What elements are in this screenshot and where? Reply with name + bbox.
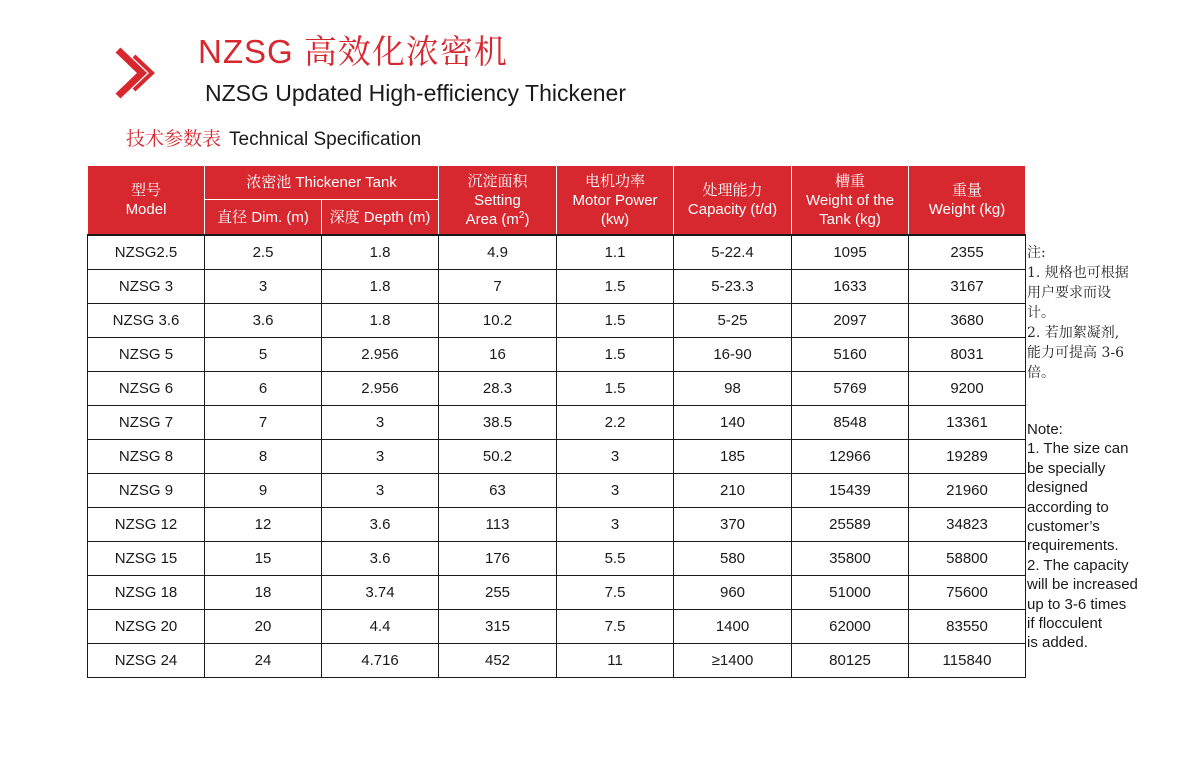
table-row bbox=[88, 304, 1026, 338]
cell-dim: 18 bbox=[205, 576, 322, 610]
note-cn-line: 用户要求而设 bbox=[1027, 285, 1111, 301]
header-weight-en: Weight (kg) bbox=[928, 201, 1006, 218]
cell-capacity: 5-22.4 bbox=[674, 235, 792, 270]
note-en-line: customer’s bbox=[1027, 518, 1100, 536]
cell-area: 315 bbox=[439, 610, 557, 644]
cell-model: NZSG2.5 bbox=[88, 235, 205, 270]
cell-capacity: 580 bbox=[674, 542, 792, 576]
header-motor-en: Motor Power bbox=[572, 191, 658, 209]
header-tank-weight bbox=[792, 166, 909, 236]
cell-dim: 12 bbox=[205, 508, 322, 542]
cell-depth: 2.956 bbox=[322, 338, 439, 372]
note-cn-line: 计。 bbox=[1027, 305, 1055, 321]
cell-capacity: 140 bbox=[674, 406, 792, 440]
header-tank-weight-en-2: Tank (kg) bbox=[819, 210, 881, 228]
cell-dim: 20 bbox=[205, 610, 322, 644]
cell-model: NZSG 3.6 bbox=[88, 304, 205, 338]
cell-motor-power: 3 bbox=[557, 508, 674, 542]
page-title: NZSG 高效化浓密机 bbox=[198, 33, 508, 70]
cell-depth: 3 bbox=[322, 406, 439, 440]
cell-depth: 3.6 bbox=[322, 542, 439, 576]
cell-weight: 21960 bbox=[909, 474, 1026, 508]
cell-capacity: 5-25 bbox=[674, 304, 792, 338]
cell-model: NZSG 15 bbox=[88, 542, 205, 576]
note-en-line: be specially bbox=[1027, 459, 1106, 477]
cell-model: NZSG 12 bbox=[88, 508, 205, 542]
cell-weight: 34823 bbox=[909, 508, 1026, 542]
note-en-line: designed bbox=[1027, 479, 1088, 497]
cell-capacity: 185 bbox=[674, 440, 792, 474]
note-en-line: 2. The capacity bbox=[1027, 556, 1129, 574]
cell-capacity: 5-23.3 bbox=[674, 270, 792, 304]
cell-motor-power: 7.5 bbox=[557, 576, 674, 610]
header-dim: 直径 Dim. (m) bbox=[205, 200, 322, 236]
cell-depth: 4.716 bbox=[322, 644, 439, 678]
cell-model: NZSG 18 bbox=[88, 576, 205, 610]
cell-tank-weight: 51000 bbox=[792, 576, 909, 610]
cell-model: NZSG 20 bbox=[88, 610, 205, 644]
cell-dim: 15 bbox=[205, 542, 322, 576]
table-row bbox=[88, 644, 1026, 678]
cell-depth: 1.8 bbox=[322, 304, 439, 338]
cell-tank-weight: 5769 bbox=[792, 372, 909, 406]
cell-weight: 13361 bbox=[909, 406, 1026, 440]
cell-weight: 9200 bbox=[909, 372, 1026, 406]
table-row bbox=[88, 440, 1026, 474]
note-cn-line: 1. 规格也可根据 bbox=[1027, 265, 1129, 281]
cell-area: 16 bbox=[439, 338, 557, 372]
cell-capacity: 98 bbox=[674, 372, 792, 406]
cell-motor-power: 1.5 bbox=[557, 372, 674, 406]
table-row bbox=[88, 235, 1026, 270]
header-thickener-tank: 浓密池 Thickener Tank bbox=[205, 166, 439, 200]
cell-area: 63 bbox=[439, 474, 557, 508]
header-weight-cn: 重量 bbox=[952, 182, 983, 199]
cell-area: 50.2 bbox=[439, 440, 557, 474]
cell-motor-power: 7.5 bbox=[557, 610, 674, 644]
cell-capacity: 960 bbox=[674, 576, 792, 610]
cell-tank-weight: 12966 bbox=[792, 440, 909, 474]
cell-weight: 3167 bbox=[909, 270, 1026, 304]
cell-motor-power: 1.5 bbox=[557, 304, 674, 338]
cell-tank-weight: 80125 bbox=[792, 644, 909, 678]
header-capacity-cn: 处理能力 bbox=[702, 182, 763, 199]
note-chinese bbox=[1027, 243, 1157, 383]
cell-tank-weight: 25589 bbox=[792, 508, 909, 542]
header-motor-unit: (kw) bbox=[600, 210, 630, 228]
spec-table bbox=[87, 165, 1026, 678]
note-cn-line: 能力可提高 3-6 bbox=[1027, 345, 1124, 361]
cell-weight: 2355 bbox=[909, 235, 1026, 270]
cell-area: 7 bbox=[439, 270, 557, 304]
note-english bbox=[1027, 420, 1177, 653]
cell-dim: 5 bbox=[205, 338, 322, 372]
header-model-cn: 型号 bbox=[130, 182, 161, 199]
table-row bbox=[88, 406, 1026, 440]
header-area-close: ) bbox=[524, 210, 530, 228]
cell-area: 113 bbox=[439, 508, 557, 542]
cell-model: NZSG 6 bbox=[88, 372, 205, 406]
section-heading-cn: 技术参数表 bbox=[126, 129, 222, 150]
cell-area: 452 bbox=[439, 644, 557, 678]
cell-depth: 3.6 bbox=[322, 508, 439, 542]
table-row bbox=[88, 508, 1026, 542]
table-row bbox=[88, 338, 1026, 372]
cell-motor-power: 1.5 bbox=[557, 338, 674, 372]
cell-tank-weight: 62000 bbox=[792, 610, 909, 644]
note-en-line: 1. The size can bbox=[1027, 440, 1129, 458]
table-row bbox=[88, 610, 1026, 644]
table-row bbox=[88, 474, 1026, 508]
cell-model: NZSG 7 bbox=[88, 406, 205, 440]
note-cn-line: 2. 若加絮凝剂, bbox=[1027, 325, 1120, 341]
header-model bbox=[88, 166, 205, 236]
cell-tank-weight: 35800 bbox=[792, 542, 909, 576]
header-depth: 深度 Depth (m) bbox=[322, 200, 439, 236]
table-row bbox=[88, 372, 1026, 406]
note-en-line: Note: bbox=[1027, 421, 1063, 438]
header-area-superscript: 2 bbox=[518, 209, 525, 221]
cell-dim: 3 bbox=[205, 270, 322, 304]
header-area-cn: 沉淀面积 bbox=[467, 172, 528, 190]
header-motor-cn: 电机功率 bbox=[585, 172, 646, 190]
cell-capacity: 1400 bbox=[674, 610, 792, 644]
cell-motor-power: 11 bbox=[557, 644, 674, 678]
section-heading-en: Technical Specification bbox=[229, 129, 422, 150]
cell-weight: 8031 bbox=[909, 338, 1026, 372]
cell-weight: 58800 bbox=[909, 542, 1026, 576]
cell-model: NZSG 8 bbox=[88, 440, 205, 474]
cell-dim: 6 bbox=[205, 372, 322, 406]
cell-tank-weight: 15439 bbox=[792, 474, 909, 508]
note-en-line: up to 3-6 times bbox=[1027, 595, 1127, 613]
cell-depth: 3.74 bbox=[322, 576, 439, 610]
cell-depth: 3 bbox=[322, 440, 439, 474]
cell-area: 255 bbox=[439, 576, 557, 610]
note-en-line: according to bbox=[1027, 498, 1109, 516]
cell-depth: 3 bbox=[322, 474, 439, 508]
cell-tank-weight: 5160 bbox=[792, 338, 909, 372]
cell-weight: 83550 bbox=[909, 610, 1026, 644]
header-motor-power bbox=[557, 166, 674, 236]
cell-area: 28.3 bbox=[439, 372, 557, 406]
header-weight bbox=[909, 166, 1026, 236]
cell-capacity: ≥1400 bbox=[674, 644, 792, 678]
cell-weight: 3680 bbox=[909, 304, 1026, 338]
cell-capacity: 370 bbox=[674, 508, 792, 542]
header-model-en: Model bbox=[125, 201, 167, 218]
cell-model: NZSG 5 bbox=[88, 338, 205, 372]
note-en-line: will be increased bbox=[1027, 576, 1138, 594]
spec-table-body bbox=[88, 235, 1026, 678]
cell-depth: 4.4 bbox=[322, 610, 439, 644]
section-heading bbox=[126, 124, 421, 151]
table-row bbox=[88, 576, 1026, 610]
cell-dim: 3.6 bbox=[205, 304, 322, 338]
cell-tank-weight: 1633 bbox=[792, 270, 909, 304]
header-area-unit: Area (m bbox=[465, 210, 519, 228]
cell-area: 10.2 bbox=[439, 304, 557, 338]
header-tank-weight-cn: 槽重 bbox=[835, 172, 866, 190]
cell-area: 38.5 bbox=[439, 406, 557, 440]
cell-motor-power: 2.2 bbox=[557, 406, 674, 440]
cell-model: NZSG 9 bbox=[88, 474, 205, 508]
note-cn-line: 倍。 bbox=[1027, 365, 1055, 381]
cell-motor-power: 5.5 bbox=[557, 542, 674, 576]
note-en-line: if flocculent bbox=[1027, 615, 1103, 633]
cell-depth: 1.8 bbox=[322, 235, 439, 270]
cell-dim: 8 bbox=[205, 440, 322, 474]
note-en-line: requirements. bbox=[1027, 537, 1119, 555]
cell-area: 176 bbox=[439, 542, 557, 576]
note-cn-line: 注: bbox=[1027, 245, 1046, 261]
cell-capacity: 16-90 bbox=[674, 338, 792, 372]
header-area bbox=[439, 166, 557, 236]
page-subtitle: NZSG Updated High-efficiency Thickener bbox=[205, 80, 627, 106]
cell-weight: 75600 bbox=[909, 576, 1026, 610]
cell-dim: 9 bbox=[205, 474, 322, 508]
header-tank-weight-en-1: Weight of the bbox=[805, 191, 895, 209]
cell-depth: 2.956 bbox=[322, 372, 439, 406]
cell-capacity: 210 bbox=[674, 474, 792, 508]
cell-tank-weight: 2097 bbox=[792, 304, 909, 338]
cell-depth: 1.8 bbox=[322, 270, 439, 304]
cell-tank-weight: 8548 bbox=[792, 406, 909, 440]
cell-motor-power: 1.5 bbox=[557, 270, 674, 304]
cell-dim: 2.5 bbox=[205, 235, 322, 270]
cell-dim: 7 bbox=[205, 406, 322, 440]
header-area-en-2 bbox=[441, 210, 554, 229]
cell-area: 4.9 bbox=[439, 235, 557, 270]
cell-weight: 19289 bbox=[909, 440, 1026, 474]
cell-model: NZSG 24 bbox=[88, 644, 205, 678]
table-row bbox=[88, 542, 1026, 576]
table-row bbox=[88, 270, 1026, 304]
header-area-en-1: Setting bbox=[474, 191, 521, 209]
header-capacity-en: Capacity (t/d) bbox=[687, 201, 778, 218]
cell-model: NZSG 3 bbox=[88, 270, 205, 304]
double-chevron-right-icon bbox=[114, 46, 162, 100]
cell-motor-power: 3 bbox=[557, 440, 674, 474]
cell-weight: 115840 bbox=[909, 644, 1026, 678]
header-capacity bbox=[674, 166, 792, 236]
cell-dim: 24 bbox=[205, 644, 322, 678]
cell-motor-power: 3 bbox=[557, 474, 674, 508]
note-en-line: is added. bbox=[1027, 634, 1088, 652]
cell-motor-power: 1.1 bbox=[557, 235, 674, 270]
cell-tank-weight: 1095 bbox=[792, 235, 909, 270]
